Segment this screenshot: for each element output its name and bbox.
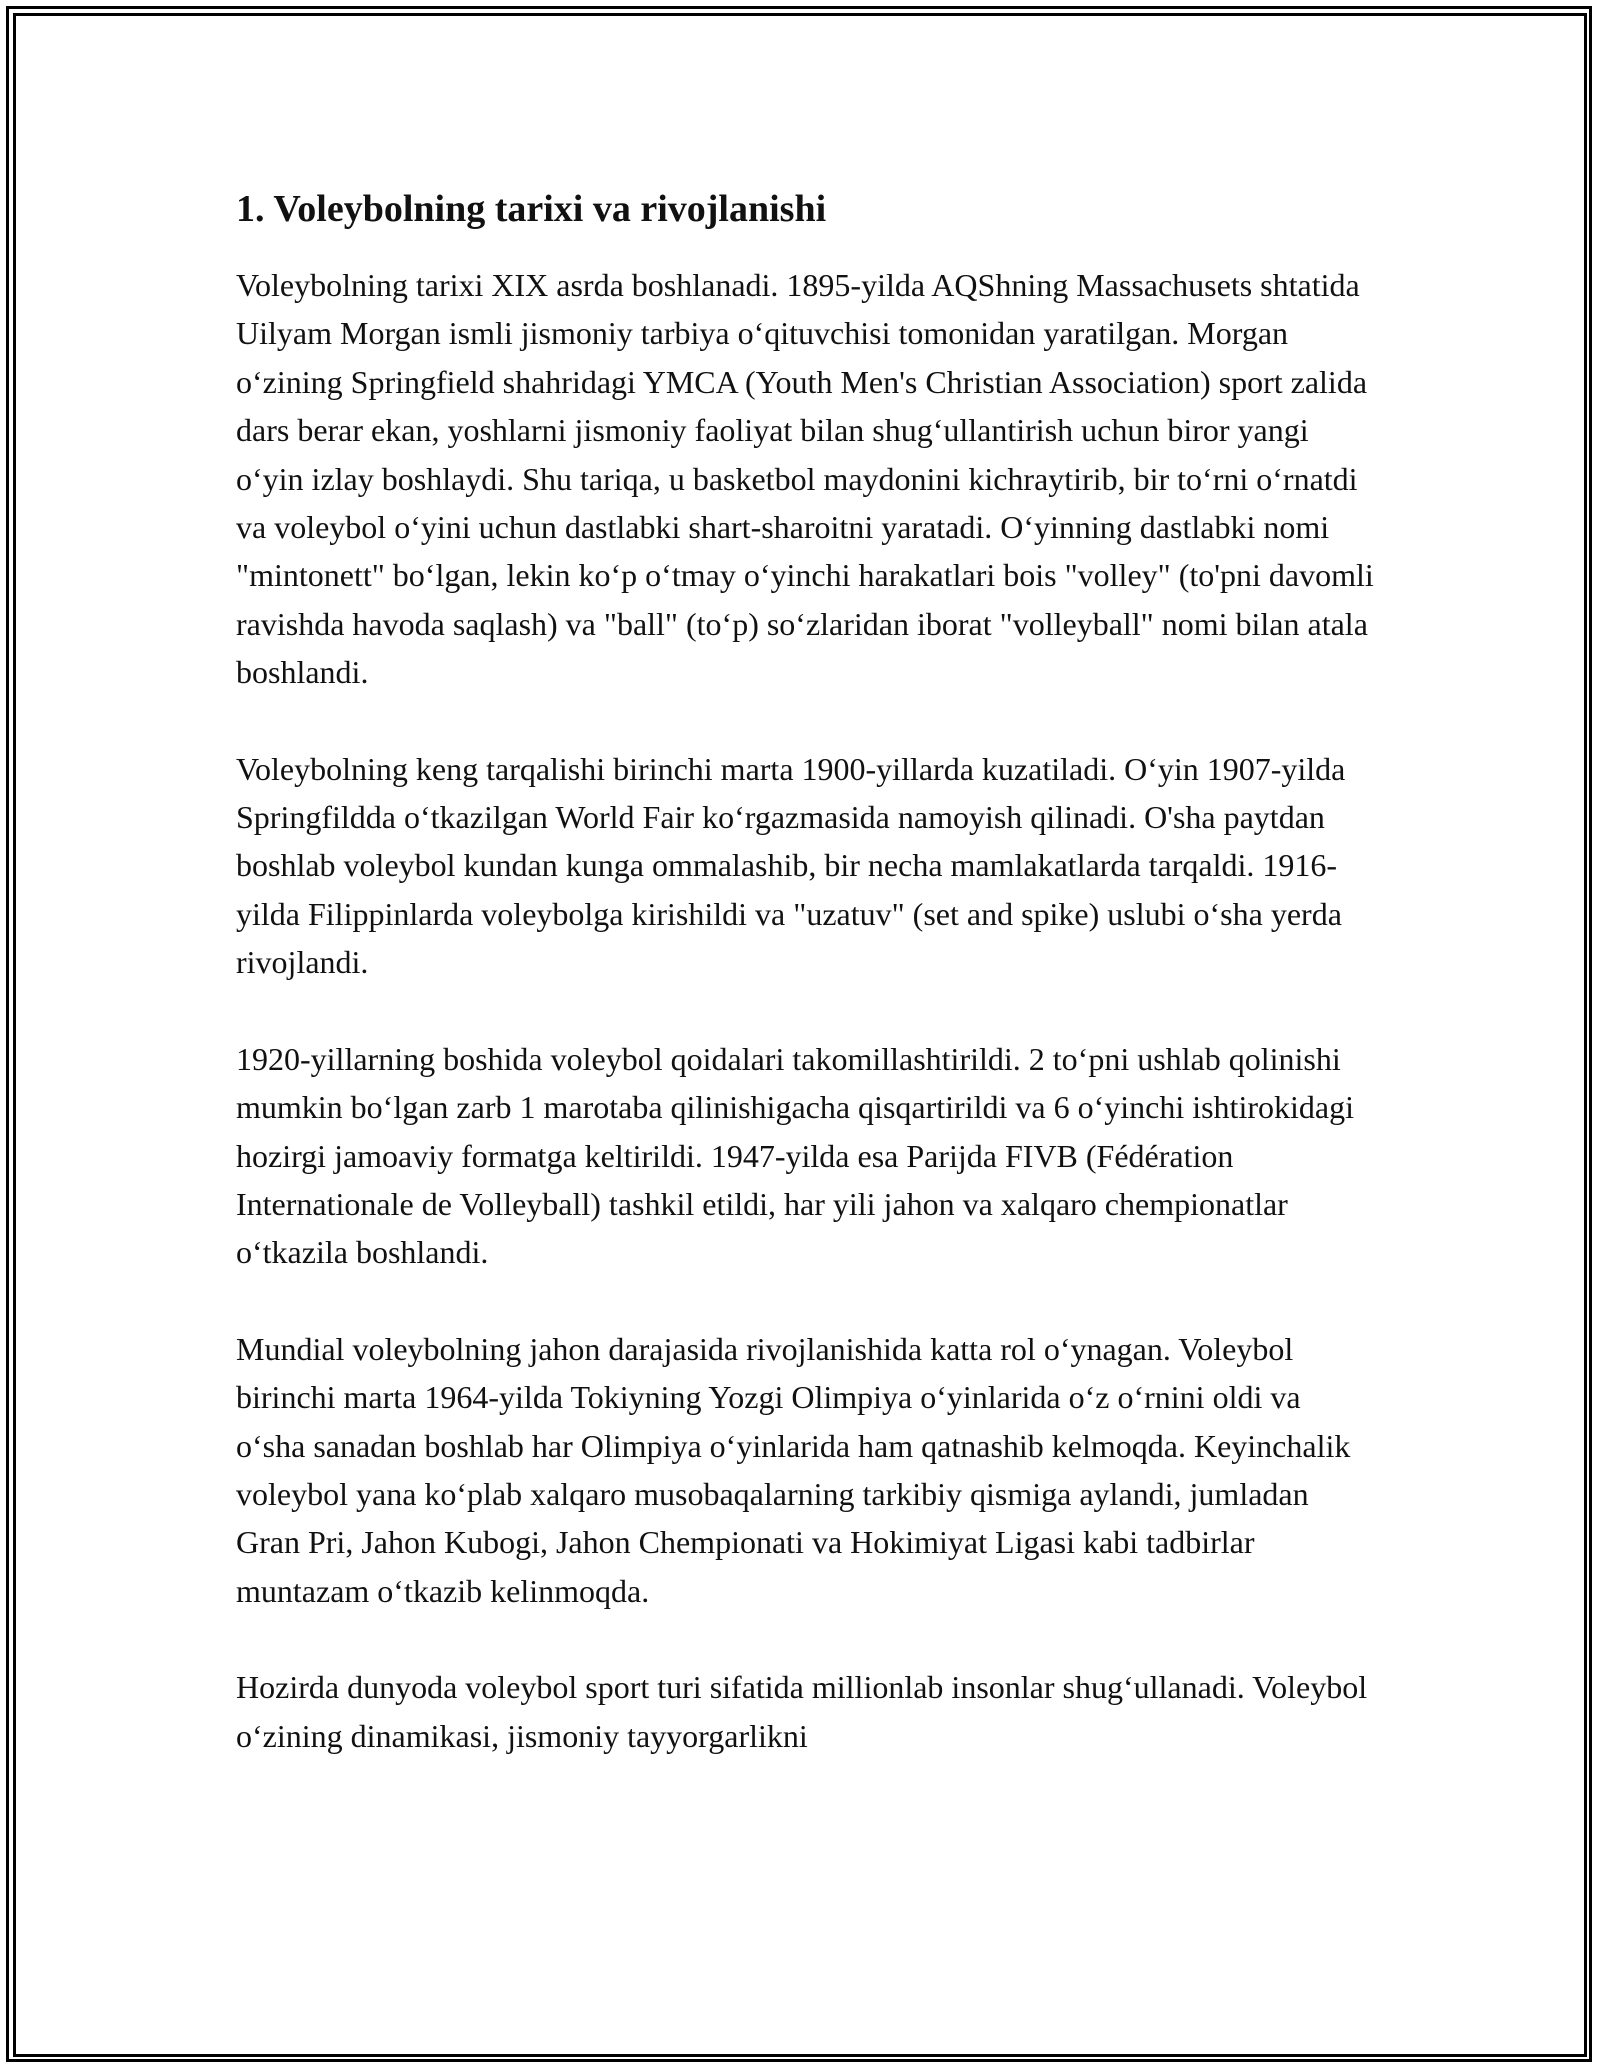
paragraph-today: Hozirda dunyoda voleybol sport turi sifatida millionlab insonlar shug‘ullanadi. Voleybol o‘zining dinamikasi, jismoniy tayyorgarlikni — [236, 1669, 1368, 1754]
paragraph-spread: Voleybolning keng tarqalishi birinchi marta 1900-yillarda kuzatiladi. O‘yin 1907-yilda Springfildda o‘tkazilgan World Fair ko‘rgazmasida namoyish qilinadi. O'sha paytdan boshlab voleybol kundan kunga ommalashib, bir necha mamlakatlarda tarqaldi. 1916-yilda Filippinlarda voleybolga kirishildi va "uzatuv" (set and spike) uslubi o‘sha yerda rivojlandi. — [236, 750, 1346, 981]
paragraph-history-origin: Voleybolning tarixi XIX asrda boshlanadi. 1895-yilda AQShning Massachusets shtatida Uilyam Morgan ismli jismoniy tarbiya o‘qituvchisi tomonidan yaratilgan. Morgan o‘zining Springfield shahridagi YMCA (Youth Men's Christian Association) sport zalida dars berar ekan, yoshlarni jismoniy faoliyat bilan shug‘ullantirish uchun biror yangi o‘yin izlay boshlaydi. Shu tariqa, u basketbol maydonini kichraytirib, bir to‘rni o‘rnatdi va voleybol o‘yini uchun dastlabki shart-sharoitni yaratadi. O‘yinning dastlabki nomi "mintonett" bo‘lgan, lekin ko‘p o‘tmay o‘yinchi harakatlari bois "volley" (to'pni davomli ravishda havoda saqlash) va "ball" (to‘p) so‘zlaridan iborat "volleyball" nomi bilan atala boshlandi. — [236, 267, 1374, 691]
document-body — [236, 185, 1376, 1808]
section-heading: 1. Voleybolning tarixi va rivojlanishi — [236, 188, 827, 230]
paragraph-rules-fivb: 1920-yillarning boshida voleybol qoidalari takomillashtirildi. 2 to‘pni ushlab qolinishi mumkin bo‘lgan zarb 1 marotaba qilinishigacha qisqartirildi va 6 o‘yinchi ishtirokidagi hozirgi jamoaviy formatga keltirildi. 1947-yilda esa Parijda FIVB (Fédération Internationale de Volleyball) tashkil etildi, har yili jahon va xalqaro chempionatlar o‘tkazila boshlandi. — [236, 1040, 1354, 1271]
paragraph-olympics: Mundial voleybolning jahon darajasida rivojlanishida katta rol o‘ynagan. Voleybol birinchi marta 1964-yilda Tokiyning Yozgi Olimpiya o‘yinlarida o‘z o‘rnini oldi va o‘sha sanadan boshlab har Olimpiya o‘yinlarida ham qatnashib kelmoqda. Keyinchalik voleybol yana ko‘plab xalqaro musobaqalarning tarkibiy qismiga aylandi, jumladan Gran Pri, Jahon Kubogi, Jahon Chempionati va Hokimiyat Ligasi kabi tadbirlar muntazam o‘tkazib kelinmoqda. — [236, 1330, 1351, 1609]
